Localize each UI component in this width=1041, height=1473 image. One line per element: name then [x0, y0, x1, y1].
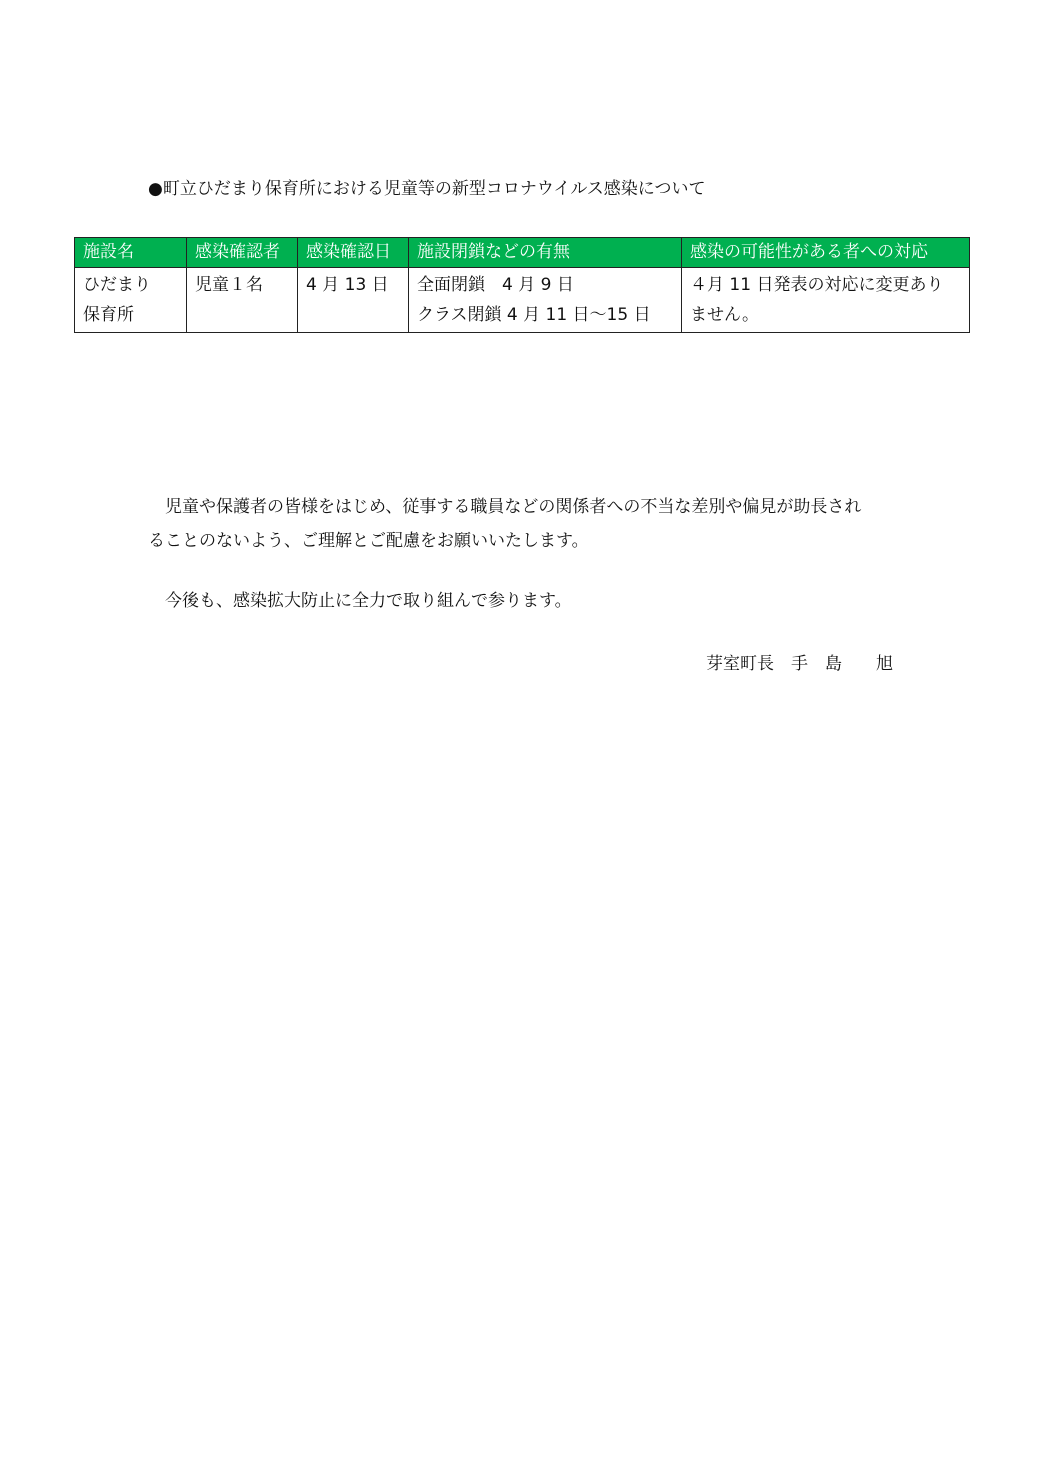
mayor-signature: 芽室町長 手 島 旭 — [706, 654, 893, 674]
confirmed-date-text: 4 月 13 日 — [306, 275, 389, 295]
cell-response — [682, 268, 970, 333]
commitment-paragraph: 今後も、感染拡大防止に全力で取り組んで参ります。 — [148, 591, 572, 611]
infection-table — [74, 237, 970, 333]
header-confirmed-date: 感染確認日 — [298, 238, 409, 268]
table-row — [75, 268, 970, 333]
response-line: ません。 — [690, 305, 760, 325]
cell-confirmed-person — [187, 268, 298, 333]
closure-line: クラス閉鎖 4 月 11 日～15 日 — [417, 305, 651, 325]
header-confirmed-person: 感染確認者 — [187, 238, 298, 268]
appeal-line-2: ることのないよう、ご理解とご配慮をお願いいたします。 — [148, 531, 589, 551]
facility-line: ひだまり — [83, 275, 151, 295]
header-response: 感染の可能性がある者への対応 — [682, 238, 970, 268]
cell-facility — [75, 268, 187, 333]
facility-line: 保育所 — [83, 305, 134, 325]
appeal-paragraph — [148, 490, 861, 558]
table-header-row — [75, 238, 970, 268]
appeal-line-1: 児童や保護者の皆様をはじめ、従事する職員などの関係者への不当な差別や偏見が助長され — [148, 497, 862, 517]
cell-closure — [409, 268, 682, 333]
cell-confirmed-date — [298, 268, 409, 333]
closure-line: 全面閉鎖 4 月 9 日 — [417, 275, 574, 295]
header-closure: 施設閉鎖などの有無 — [409, 238, 682, 268]
header-facility: 施設名 — [75, 238, 187, 268]
response-line: ４月 11 日発表の対応に変更あり — [690, 275, 944, 295]
notice-heading: ●町立ひだまり保育所における児童等の新型コロナウイルス感染について — [148, 179, 706, 199]
confirmed-person-text: 児童１名 — [195, 275, 263, 295]
